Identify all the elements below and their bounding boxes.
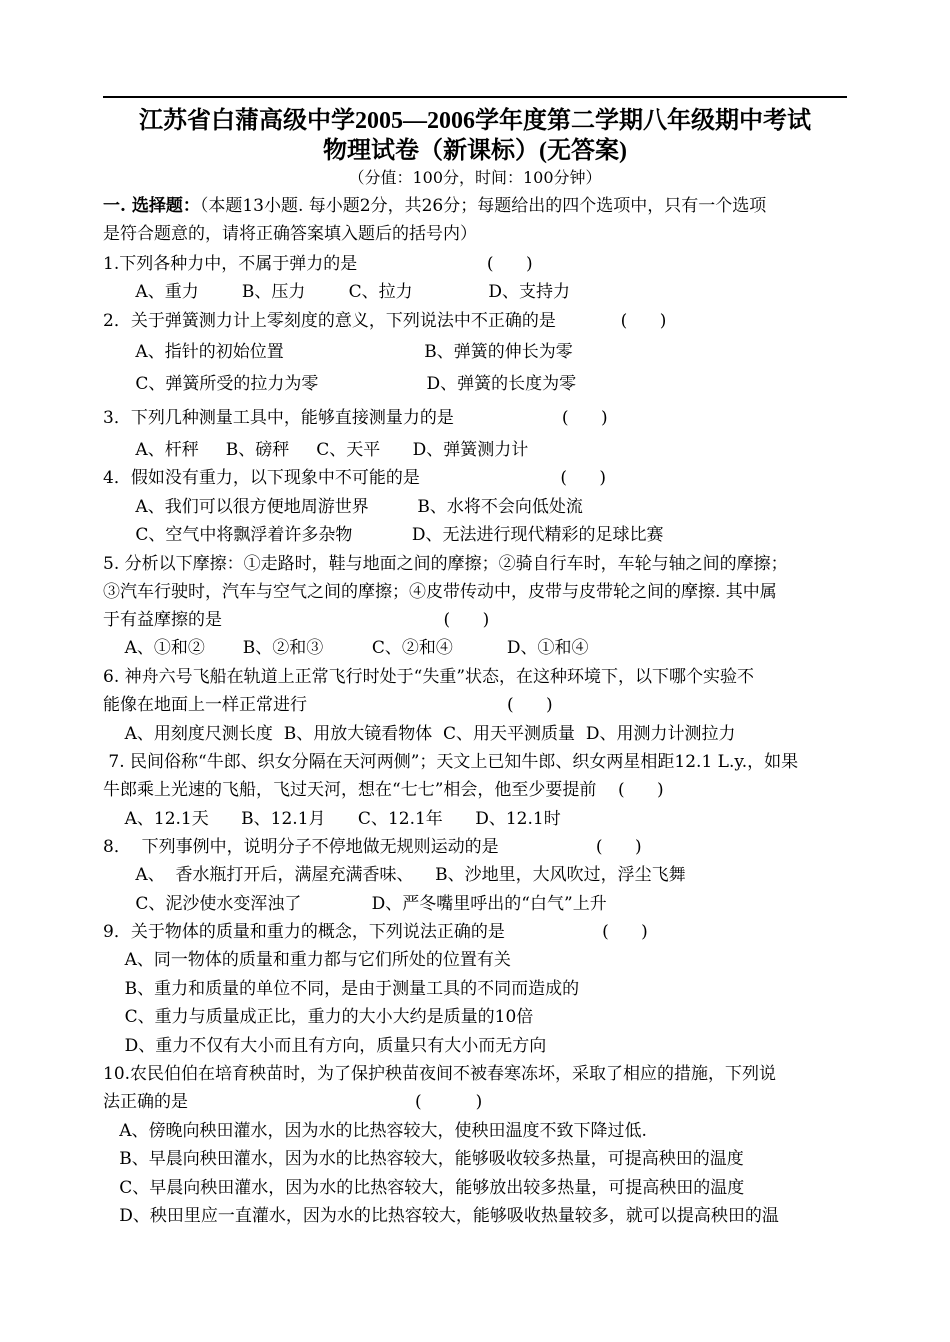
option-line: C、早晨向秧田灌水，因为水的比热容较大，能够放出较多热量，可提高秧田的温度 [103,1178,745,1198]
option-line: C、重力与质量成正比，重力的大小大约是质量的10倍 [103,1007,534,1027]
question-line: 8． 下列事例中，说明分子不停地做无规则运动的是 ( ) [103,837,642,857]
option-line: A、重力 B、压力 C、拉力 D、支持力 [103,282,570,302]
question-line: 4．假如没有重力，以下现象中不可能的是 ( ) [103,468,607,488]
section-instructions-cont: 是符合题意的，请将正确答案填入题后的括号内） [103,224,477,244]
option-line: B、早晨向秧田灌水，因为水的比热容较大，能够吸收较多热量，可提高秧田的温度 [103,1149,744,1169]
option-line: B、重力和质量的单位不同，是由于测量工具的不同而造成的 [103,979,580,999]
exam-meta: （分值：100分，时间：100分钟） [348,168,602,187]
question-line: 能像在地面上一样正常进行 ( ) [103,695,553,715]
option-line: D、重力不仅有大小而且有方向，质量只有大小而无方向 [103,1036,547,1056]
section-heading-line [103,194,855,218]
question-line: 1.下列各种力中，不属于弹力的是 ( ) [103,254,533,274]
section-instructions: （本题13小题. 每小题2分，共26分；每题给出的四个选项中，只有一个选项 [199,196,767,216]
top-rule [103,96,847,98]
option-line: A、同一物体的质量和重力都与它们所处的位置有关 [103,950,511,970]
option-line: A、杆秤 B、磅秤 C、天平 D、弹簧测力计 [103,440,529,460]
exam-subtitle: 物理试卷（新课标）(无答案) [323,138,627,164]
question-line: ③汽车行驶时，汽车与空气之间的摩擦；④皮带传动中，皮带与皮带轮之间的摩擦. 其中属 [103,582,777,602]
option-line: A、指针的初始位置 B、弹簧的伸长为零 [103,342,573,362]
option-line: A、我们可以很方便地周游世界 B、水将不会向低处流 [103,497,583,517]
question-line: 9．关于物体的质量和重力的概念，下列说法正确的是 ( ) [103,922,648,942]
section-heading: 一. 选择题： [103,196,200,216]
question-line: 2．关于弹簧测力计上零刻度的意义，下列说法中不正确的是 ( ) [103,311,667,331]
option-line: A、用刻度尺测长度 B、用放大镜看物体 C、用天平测质量 D、用测力计测拉力 [103,724,736,744]
question-line: 7. 民间俗称“牛郎、织女分隔在天河两侧”；天文上已知牛郎、织女两星相距12.1 L.y.，如果 [103,752,799,772]
question-line: 法正确的是 ( ) [103,1092,483,1112]
option-line: C、空气中将飘浮着许多杂物 D、无法进行现代精彩的足球比赛 [103,525,664,545]
option-line: A、 香水瓶打开后，满屋充满香味、 B、沙地里，大风吹过，浮尘飞舞 [103,865,686,885]
exam-title: 江苏省白蒲高级中学2005—2006学年度第二学期八年级期中考试 [139,108,811,134]
option-line: A、12.1天 B、12.1月 C、12.1年 D、12.1时 [103,809,561,829]
question-line: 3．下列几种测量工具中，能够直接测量力的是 ( ) [103,408,608,428]
option-line: C、泥沙使水变浑浊了 D、严冬嘴里呼出的“白气”上升 [103,894,607,914]
option-line: D、秧田里应一直灌水，因为水的比热容较大，能够吸收热量较多，就可以提高秧田的温 [103,1206,779,1226]
question-line: 牛郎乘上光速的飞船，飞过天河，想在“七七”相会，他至少要提前 ( ) [103,780,664,800]
question-line: 6. 神舟六号飞船在轨道上正常飞行时处于“失重”状态，在这种环境下，以下哪个实验不 [103,667,755,687]
question-line: 5. 分析以下摩擦：①走路时，鞋与地面之间的摩擦；②骑自行车时，车轮与轴之间的摩擦； [103,554,788,574]
question-line: 10.农民伯伯在培育秧苗时，为了保护秧苗夜间不被春寒冻坏，采取了相应的措施，下列说 [103,1064,777,1084]
option-line: A、傍晚向秧田灌水，因为水的比热容较大，使秧田温度不致下降过低. [103,1121,647,1141]
option-line: C、弹簧所受的拉力为零 D、弹簧的长度为零 [103,374,577,394]
question-line: 于有益摩擦的是 ( ) [103,610,490,630]
option-line: A、①和② B、②和③ C、②和④ D、①和④ [103,638,589,658]
